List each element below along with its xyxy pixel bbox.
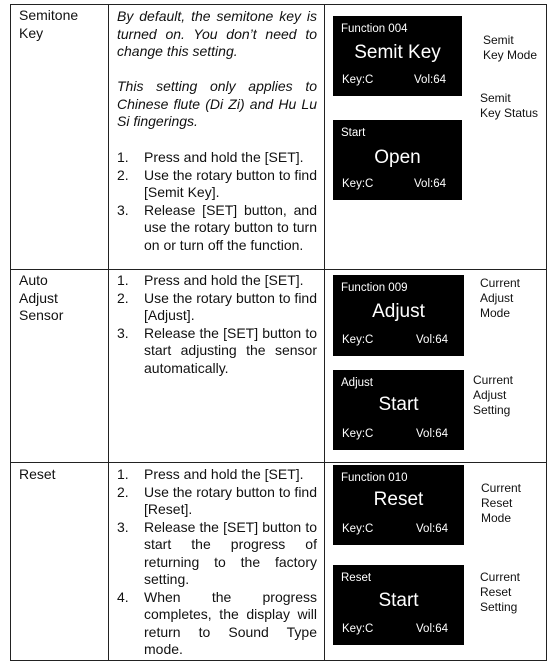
- lcd-volume: Vol:64: [414, 74, 446, 86]
- lcd-main-text: Open: [374, 147, 421, 168]
- table-border-bottom: [10, 660, 547, 661]
- step-item: [117, 272, 317, 290]
- display-caption: Current Adjust Mode: [480, 276, 521, 320]
- step-text: When the progress completes, the display will return to Sound Type mode.: [144, 588, 317, 657]
- lcd-key: Key:C: [342, 623, 374, 635]
- display-caption: Current Reset Mode: [481, 481, 522, 525]
- step-text: Use the rotary button to find [Semit Key].: [144, 166, 317, 200]
- lcd-key: Key:C: [342, 178, 374, 190]
- step-text: Press and hold the [SET].: [144, 149, 304, 165]
- display-caption: Semit Key Status: [480, 91, 539, 120]
- lcd-display: [333, 370, 464, 450]
- step-number: 1.: [117, 466, 129, 482]
- column-divider: [108, 4, 109, 661]
- step-text: Press and hold the [SET].: [144, 466, 304, 482]
- lcd-volume: Vol:64: [414, 178, 446, 190]
- step-text: Release the [SET] button to start adjusting the sensor automatically.: [144, 324, 317, 376]
- steps-list: [117, 149, 317, 254]
- step-number: 3.: [117, 324, 129, 341]
- table-border-left: [10, 4, 11, 661]
- table-border-top: [10, 4, 547, 5]
- step-item: [117, 325, 317, 378]
- lcd-display: [333, 565, 464, 645]
- step-text: Release [SET] button, and use the rotary button to turn on or turn off the function.: [144, 201, 317, 253]
- lcd-header: Start: [341, 127, 366, 139]
- lcd-volume: Vol:64: [416, 334, 448, 346]
- row-divider: [10, 269, 547, 270]
- step-item: [117, 519, 317, 589]
- step-text: Use the rotary button to find [Reset].: [144, 483, 317, 517]
- step-text: Release the [SET] button to start the progress of returning to the factory setting.: [144, 518, 317, 587]
- display-caption: Current Reset Setting: [480, 570, 521, 614]
- display-caption: Current Adjust Setting: [473, 373, 514, 417]
- lcd-main-text: Start: [378, 590, 419, 611]
- step-number: 2.: [117, 289, 129, 306]
- lcd-header: Adjust: [341, 377, 373, 389]
- step-item: [117, 484, 317, 519]
- step-text: Use the rotary button to find [Adjust].: [144, 289, 317, 323]
- step-number: 1.: [117, 272, 129, 288]
- lcd-volume: Vol:64: [416, 623, 448, 635]
- step-number: 3.: [117, 201, 129, 218]
- step-item: [117, 466, 317, 484]
- step-item: [117, 589, 317, 659]
- lcd-header: Function 010: [341, 472, 408, 484]
- lcd-key: Key:C: [342, 428, 374, 440]
- step-item: [117, 167, 317, 202]
- lcd-header: Function 004: [341, 23, 408, 35]
- step-item: [117, 202, 317, 255]
- lcd-main-text: Reset: [373, 489, 424, 510]
- lcd-display: [333, 275, 464, 356]
- feature-name: Auto Adjust Sensor: [19, 272, 64, 323]
- step-item: [117, 149, 317, 167]
- lcd-display: [333, 16, 462, 96]
- step-item: [117, 290, 317, 325]
- lcd-main-text: Semit Key: [354, 42, 441, 63]
- step-number: 1.: [117, 149, 129, 165]
- column-divider: [324, 4, 325, 661]
- lcd-display: [333, 120, 462, 200]
- table-border-right: [546, 4, 547, 661]
- row-divider: [10, 462, 547, 463]
- lcd-volume: Vol:64: [416, 523, 448, 535]
- lcd-header: Function 009: [341, 282, 408, 294]
- lcd-key: Key:C: [342, 334, 374, 346]
- lcd-header: Reset: [341, 572, 372, 584]
- feature-note: By default, the semitone key is turned on. You don’t need to change this setting. This setting only applies to Chinese flute (Di Zi) and Hu Lu Si fingerings.: [117, 8, 317, 129]
- lcd-volume: Vol:64: [416, 428, 448, 440]
- step-text: Press and hold the [SET].: [144, 272, 304, 288]
- step-number: 2.: [117, 483, 129, 500]
- steps-list: [117, 272, 317, 377]
- step-number: 2.: [117, 166, 129, 183]
- step-number: 3.: [117, 518, 129, 535]
- feature-name: Reset: [19, 466, 56, 482]
- lcd-key: Key:C: [342, 523, 374, 535]
- step-number: 4.: [117, 588, 129, 605]
- lcd-key: Key:C: [342, 74, 374, 86]
- steps-list: [117, 466, 317, 659]
- lcd-main-text: Adjust: [372, 301, 425, 322]
- display-caption: Semit Key Mode: [483, 33, 538, 62]
- lcd-display: [333, 465, 464, 545]
- feature-name: Semitone Key: [19, 7, 79, 41]
- lcd-main-text: Start: [378, 394, 419, 415]
